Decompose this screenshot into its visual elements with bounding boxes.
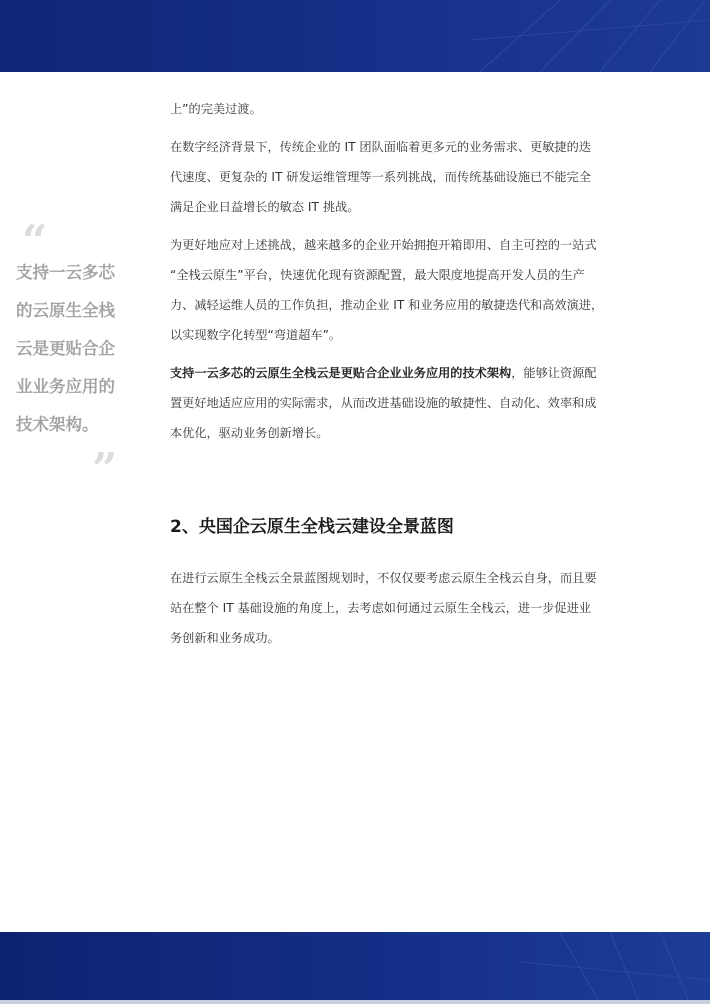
- pull-quote-line: 的云原生全栈: [16, 301, 115, 320]
- paragraph-line: [170, 358, 610, 388]
- paragraph-line: 满足企业日益增长的敏态 IT 挑战。: [170, 200, 360, 214]
- pull-quote: [16, 220, 136, 482]
- footer-decorative-lines: [0, 932, 710, 1004]
- paragraph-line: 为更好地应对上述挑战，越来越多的企业开始拥抱开箱即用、自主可控的一站式: [170, 238, 597, 252]
- pull-quote-line: 业业务应用的: [16, 377, 115, 396]
- paragraph-line: 站在整个 IT 基础设施的角度上，去考虑如何通过云原生全栈云，进一步促进业: [170, 601, 591, 615]
- paragraph-line: 在数字经济背景下，传统企业的 IT 团队面临着更多元的业务需求、更敏捷的迭: [170, 140, 591, 154]
- close-quote-icon: ”: [92, 448, 118, 482]
- paragraph-line: 本优化，驱动业务创新增长。: [170, 426, 329, 440]
- paragraph-line: 置更好地适应应用的实际需求，从而改进基础设施的敏捷性、自动化、效率和成: [170, 396, 597, 410]
- pull-quote-line: 技术架构。: [16, 415, 99, 434]
- paragraph-text: ，能够让资源配: [511, 366, 597, 380]
- paragraph-line: 务创新和业务成功。: [170, 631, 280, 645]
- section-heading: 2、央国企云原生全栈云建设全景蓝图: [170, 517, 454, 537]
- paragraph-line: 以实现数字化转型“弯道超车”。: [170, 328, 342, 342]
- header-banner: [0, 0, 710, 72]
- article-body: [170, 94, 610, 653]
- paragraph-line: 力、减轻运维人员的工作负担，推动企业 IT 和业务应用的敏捷迭代和高效演进，: [170, 298, 604, 312]
- header-decorative-lines: [0, 0, 710, 72]
- footer-banner: [0, 932, 710, 1004]
- pull-quote-line: 云是更贴合企: [16, 339, 115, 358]
- emphasis-text: 支持一云多芯的云原生全栈云是更贴合企业业务应用的技术架构: [170, 366, 512, 380]
- paragraph-line: 在进行云原生全栈云全景蓝图规划时，不仅仅要考虑云原生全栈云自身，而且要: [170, 571, 597, 585]
- pull-quote-line: 支持一云多芯: [16, 263, 115, 282]
- paragraph-line: “全栈云原生”平台，快速优化现有资源配置，最大限度地提高开发人员的生产: [170, 268, 585, 282]
- paragraph-line: 上”的完美过渡。: [170, 102, 262, 116]
- open-quote-icon: “: [22, 220, 48, 254]
- paragraph-line: 代速度、更复杂的 IT 研发运维管理等一系列挑战，而传统基础设施已不能完全: [170, 170, 591, 184]
